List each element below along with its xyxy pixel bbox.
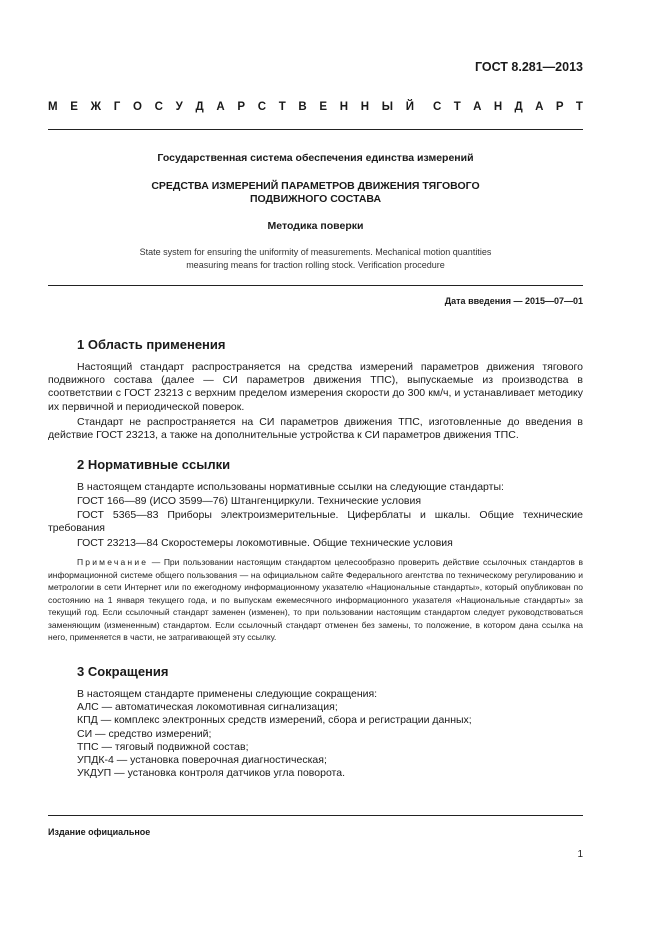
interstate-letter: Н [339, 101, 349, 113]
abbreviation-item: ТПС — тяговый подвижной состав; [77, 740, 249, 753]
top-divider [48, 129, 583, 130]
interstate-letter: О [132, 101, 142, 113]
abbreviation-item: УПДК-4 — установка поверочная диагностическая; [77, 754, 327, 767]
english-title-line-2: measuring means for traction rolling stock. Verification procedure [186, 260, 445, 270]
interstate-letter: Е [70, 101, 78, 113]
abbreviations-list [77, 688, 472, 780]
title-divider [48, 285, 583, 286]
abbreviation-item: КПД — комплекс электронных средств измерений, сбора и регистрации данных; [77, 714, 472, 727]
interstate-letter: Е [319, 101, 328, 113]
english-title-line-1: State system for ensuring the uniformity of measurements. Mechanical motion quantities [139, 247, 492, 257]
reference-gost-166: ГОСТ 166—89 (ИСО 3599—76) Штангенциркули. Технические условия [77, 495, 422, 507]
interstate-letter: Ж [90, 101, 102, 113]
document-main-title [48, 180, 583, 206]
interstate-letter: Д [195, 101, 204, 113]
section-1-paragraph-1: Настоящий стандарт распространяется на средства измерений параметров движения тягового подвижного состава (далее — СИ параметров движения ТПС), выпускаемые из производства в соответствии с ГОСТ 23213 с верхним пределом измерения скорости до 300 км/ч, и устанавливает методику их первичной и периодической поверок. [48, 361, 583, 413]
interstate-letter: М [48, 101, 58, 113]
interstate-letter: А [216, 101, 225, 113]
main-title-line-1: СРЕДСТВА ИЗМЕРЕНИЙ ПАРАМЕТРОВ ДВИЖЕНИЯ ТЯГОВОГО [151, 180, 480, 192]
interstate-letter: Й [405, 101, 414, 113]
abbreviation-item: СИ — средство измерений; [77, 727, 212, 740]
date-introduced: Дата введения — 2015—07—01 [444, 296, 583, 306]
official-edition-label: Издание официальное [48, 827, 151, 837]
footer-divider [48, 815, 583, 816]
page-number: 1 [577, 849, 583, 860]
reference-gost-23213: ГОСТ 23213—84 Скоростемеры локомотивные. Общие технические условия [77, 537, 453, 549]
abbreviation-item: АЛС — автоматическая локомотивная сигнализация; [77, 701, 338, 714]
note-text: — При пользовании настоящим стандартом целесообразно проверить действие ссылочных стандартов в информационной системе общего пользования — на официальном сайте Федерального агентства по техническому регулированию и метрологии в сети Интернет или по ежегодному информационному указателю «Национальные стандарты», который опубликован по состоянию на 1 января текущего года, и по выпускам ежемесячного информационного указателя «Национальные стандарты» за текущий год. Если ссылочный стандарт заменен (изменен), то при пользовании настоящим стандартом следует руководствоваться заменяющим (измененным) стандартом. Если ссылочный стандарт отменен без замены, то положение, в котором дана ссылка на него, применяется в части, не затрагивающей эту ссылку. [48, 557, 583, 642]
section-2-heading: 2 Нормативные ссылки [77, 457, 231, 472]
english-title [48, 246, 583, 272]
abbreviation-item: УКДУП — установка контроля датчиков угла поворота. [77, 767, 345, 780]
main-title-line-2: ПОДВИЖНОГО СОСТАВА [249, 193, 382, 205]
interstate-letter: В [298, 101, 307, 113]
document-code: ГОСТ 8.281—2013 [474, 60, 583, 74]
standard-letter: А [535, 101, 544, 113]
system-title: Государственная система обеспечения единства измерений [157, 152, 474, 164]
banner-word-standard [433, 101, 583, 113]
note-label: Примечание [77, 557, 149, 567]
interstate-letter: Н [360, 101, 370, 113]
interstate-letter: Г [113, 101, 121, 113]
interstate-standard-banner [48, 101, 583, 113]
interstate-letter: С [257, 101, 266, 113]
section-3-heading: 3 Сокращения [77, 664, 169, 679]
interstate-letter: У [175, 101, 183, 113]
interstate-letter: Т [278, 101, 286, 113]
document-subtitle: Методика поверки [267, 220, 364, 232]
section-1-paragraph-2: Стандарт не распространяется на СИ параметров движения ТПС, изготовленные до введения в действие ГОСТ 23213, а также на дополнительные устройства к СИ параметров движения ТПС. [48, 416, 583, 442]
abbreviations-intro: В настоящем стандарте применены следующие сокращения: [77, 688, 378, 700]
banner-word-interstate [48, 101, 414, 113]
section-1-heading: 1 Область применения [77, 337, 226, 352]
standard-letter: С [433, 101, 442, 113]
interstate-letter: С [154, 101, 163, 113]
standard-letter: Р [555, 101, 564, 113]
interstate-letter: Ы [381, 101, 394, 113]
standard-letter: Н [493, 101, 503, 113]
references-note [48, 556, 583, 644]
standard-letter: Д [514, 101, 523, 113]
references-intro: В настоящем стандарте использованы нормативные ссылки на следующие стандарты: [77, 481, 504, 493]
reference-gost-5365: ГОСТ 5365—83 Приборы электроизмерительные. Циферблаты и шкалы. Общие технические требования [48, 509, 583, 535]
standard-letter: А [473, 101, 482, 113]
interstate-letter: Р [237, 101, 245, 113]
standard-letter: Т [575, 101, 583, 113]
standard-letter: Т [453, 101, 461, 113]
